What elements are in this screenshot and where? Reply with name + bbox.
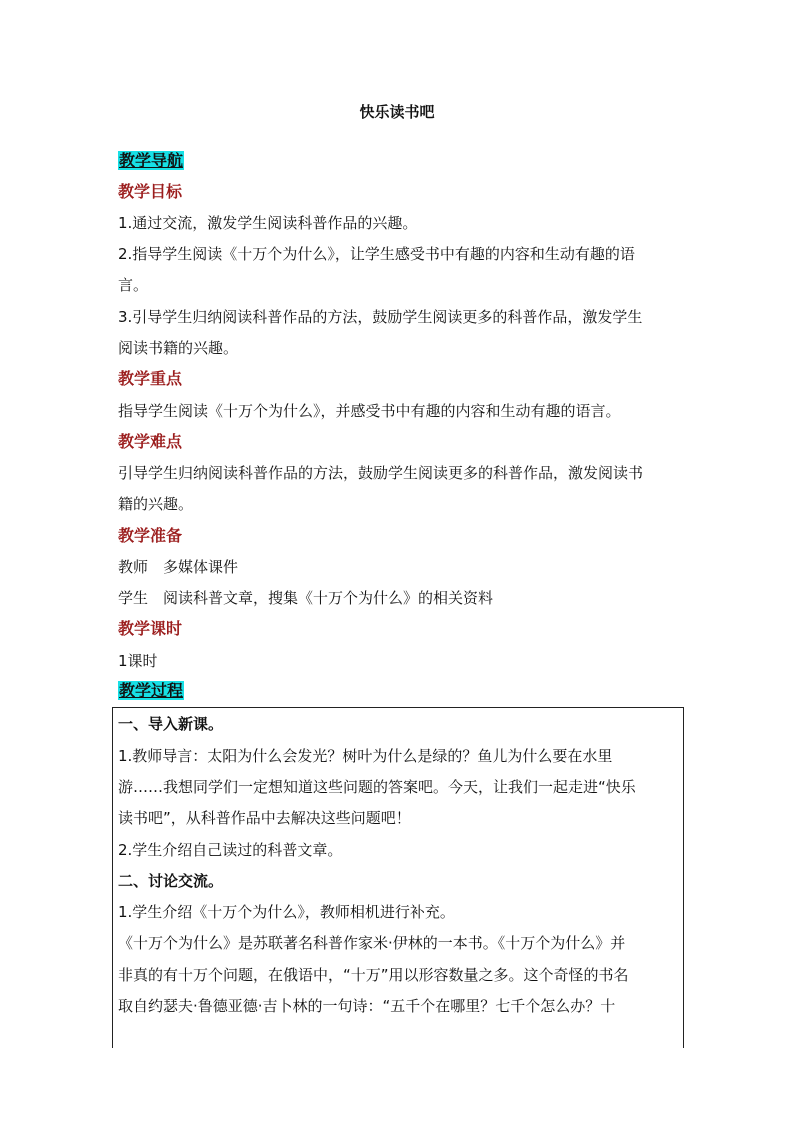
teaching-nav-heading: 教学导航 [119, 151, 184, 170]
class-hours-heading: 教学课时 [118, 619, 183, 638]
preparation-student [118, 587, 684, 609]
key-points-heading: 教学重点 [118, 369, 183, 388]
part-1-heading: 一、导入新课。 [118, 715, 224, 733]
part-1-line-4: 2.学生介绍自己读过的科普文章。 [118, 841, 343, 859]
part-2-line-2: 《十万个为什么》是苏联著名科普作家米·伊林的一本书。《十万个为什么》并 [118, 934, 626, 952]
part-2-line-3: 非真的有十万个问题，在俄语中，“十万”用以形容数量之多。这个奇怪的书名 [118, 966, 629, 984]
student-materials: 阅读科普文章，搜集《十万个为什么》的相关资料 [163, 589, 494, 607]
teacher-materials: 多媒体课件 [163, 558, 239, 576]
part-2-heading: 二、讨论交流。 [118, 872, 224, 890]
preparation-heading: 教学准备 [118, 526, 183, 545]
difficulty-heading: 教学难点 [118, 432, 183, 451]
part-1-line-2: 游……我想同学们一定想知道这些问题的答案吧。今天，让我们一起走进“快乐 [118, 778, 636, 796]
process-heading-line [118, 680, 684, 702]
goals-heading: 教学目标 [118, 182, 183, 201]
key-points-text: 指导学生阅读《十万个为什么》，并感受书中有趣的内容和生动有趣的语言。 [118, 402, 621, 420]
goal-2-line-2: 言。 [118, 276, 149, 294]
goal-2-line-1: 2.指导学生阅读《十万个为什么》，让学生感受书中有趣的内容和生动有趣的语 [118, 245, 635, 263]
student-label: 学生 [118, 589, 149, 607]
goal-3-line-2: 阅读书籍的兴趣。 [118, 339, 239, 357]
nav-heading-line [118, 150, 684, 172]
preparation-teacher [118, 556, 684, 578]
difficulty-line-2: 籍的兴趣。 [118, 495, 194, 513]
part-1-line-1: 1.教师导言：太阳为什么会发光？树叶为什么是绿的？鱼儿为什么要在水里 [118, 747, 613, 765]
part-1-line-3: 读书吧”，从科普作品中去解决这些问题吧！ [118, 809, 411, 827]
goal-3-line-1: 3.引导学生归纳阅读科普作品的方法，鼓励学生阅读更多的科普作品，激发学生 [118, 308, 643, 326]
class-hours-text: 1课时 [118, 652, 158, 670]
goal-1: 1.通过交流，激发学生阅读科普作品的兴趣。 [118, 214, 418, 232]
document-title: 快乐读书吧 [359, 103, 435, 121]
part-2-line-4: 取自约瑟夫·鲁德亚德·吉卜林的一句诗：“五千个在哪里？七千个怎么办？十 [118, 997, 616, 1015]
difficulty-line-1: 引导学生归纳阅读科普作品的方法，鼓励学生阅读更多的科普作品，激发阅读书 [118, 464, 644, 482]
teaching-process-heading: 教学过程 [119, 681, 184, 700]
teacher-label: 教师 [118, 558, 149, 576]
part-2-line-1: 1.学生介绍《十万个为什么》，教师相机进行补充。 [118, 903, 455, 921]
